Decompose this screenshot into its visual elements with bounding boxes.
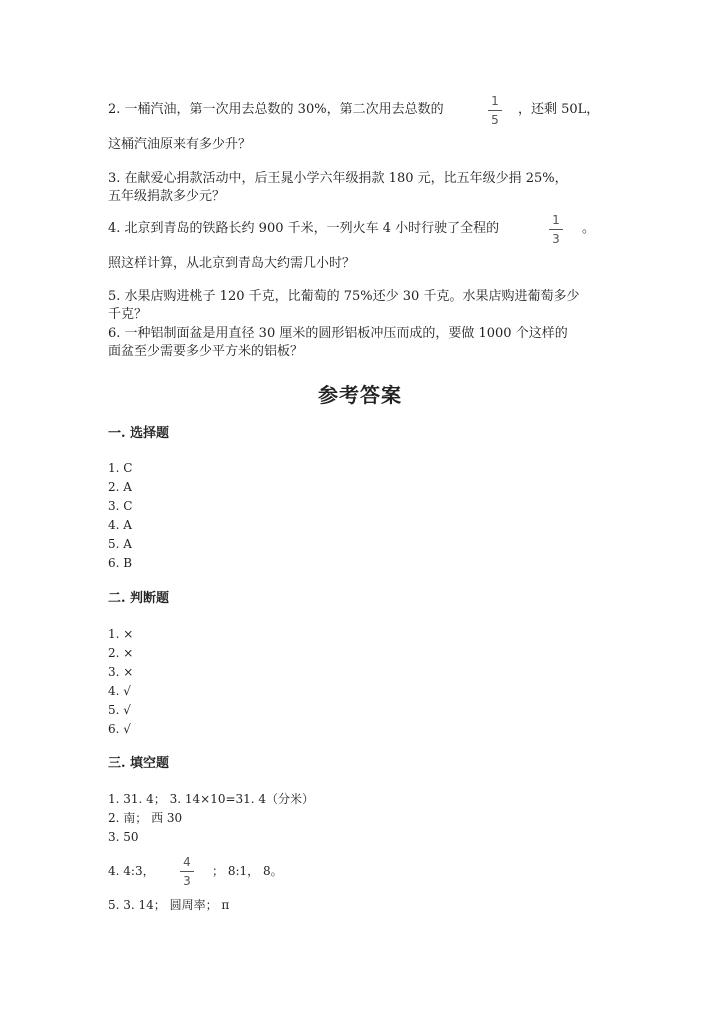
answer-item: 1. × — [108, 627, 134, 641]
question-2-text-b: ，还剩 50L， — [518, 102, 600, 117]
question-2-line-1 — [108, 101, 444, 119]
question-3-line-2: 五年级捐款多少元？ — [108, 189, 226, 204]
question-4-fraction — [546, 213, 566, 246]
answer-item: 5. √ — [108, 703, 131, 717]
fraction-numerator: 1 — [491, 94, 499, 108]
fraction-bar — [488, 110, 502, 111]
answer-item: 4. √ — [108, 684, 131, 698]
answer-item: 1. 31. 4； 3. 14×10=31. 4（分米） — [108, 792, 315, 806]
question-2-fraction — [485, 94, 505, 127]
answer-item: 6. √ — [108, 722, 131, 736]
fraction-denominator: 3 — [183, 874, 191, 888]
question-5-line-2: 千克？ — [108, 307, 148, 322]
question-4-text-a: 4. 北京到青岛的铁路长约 900 千米，一列火车 4 小时行驶了全程的 — [108, 221, 500, 236]
answer-item: 5. 3. 14； 圆周率； π — [108, 898, 230, 912]
answer-item-4-text-b: ； 8:1， 8。 — [212, 864, 283, 878]
fraction-numerator: 4 — [183, 855, 191, 869]
fraction-denominator: 3 — [552, 232, 560, 246]
section-heading-choice: 一. 选择题 — [108, 426, 170, 441]
fraction-numerator: 1 — [552, 213, 560, 227]
answer-item: 5. A — [108, 537, 132, 551]
question-2-line-2: 这桶汽油原来有多少升？ — [108, 137, 252, 152]
question-2-text-a: 2. 一桶汽油，第一次用去总数的 30%，第二次用去总数的 — [108, 102, 444, 117]
section-heading-judgement: 二. 判断题 — [108, 591, 170, 606]
question-4-line-1 — [108, 220, 499, 238]
answer-item: 4. A — [108, 518, 132, 532]
question-4-line-2: 照这样计算，从北京到青岛大约需几小时？ — [108, 256, 356, 271]
question-3-line-1: 3. 在献爱心捐款活动中，后王晁小学六年级捐款 180 元，比五年级少捐 25%， — [108, 171, 568, 186]
answer-item: 3. C — [108, 499, 133, 513]
fraction-denominator: 5 — [491, 113, 499, 127]
fraction-bar — [549, 229, 563, 230]
question-5-line-1: 5. 水果店购进桃子 120 千克，比葡萄的 75%还少 30 千克。水果店购进葡萄多少 — [108, 289, 580, 304]
answer-item: 3. 50 — [108, 830, 139, 844]
answer-item: 6. B — [108, 556, 133, 570]
answer-item-4-fraction — [177, 855, 197, 888]
answer-item: 2. A — [108, 480, 132, 494]
answer-item: 2. 南； 西 30 — [108, 811, 183, 825]
answer-item: 3. × — [108, 665, 134, 679]
question-4-text-b: 。 — [582, 221, 596, 236]
fraction-bar — [180, 871, 194, 872]
answer-item: 1. C — [108, 461, 133, 475]
section-heading-fill-in: 三. 填空题 — [108, 756, 170, 771]
answer-item-4-text-a: 4. 4:3， — [108, 864, 155, 878]
answer-item: 2. × — [108, 646, 134, 660]
question-6-line-1: 6. 一种铝制面盆是用直径 30 厘米的圆形铝板冲压而成的，要做 1000 个这样的 — [108, 326, 568, 341]
question-6-line-2: 面盆至少需要多少平方米的铝板？ — [108, 344, 304, 359]
answer-key-title: 参考答案 — [318, 383, 402, 407]
